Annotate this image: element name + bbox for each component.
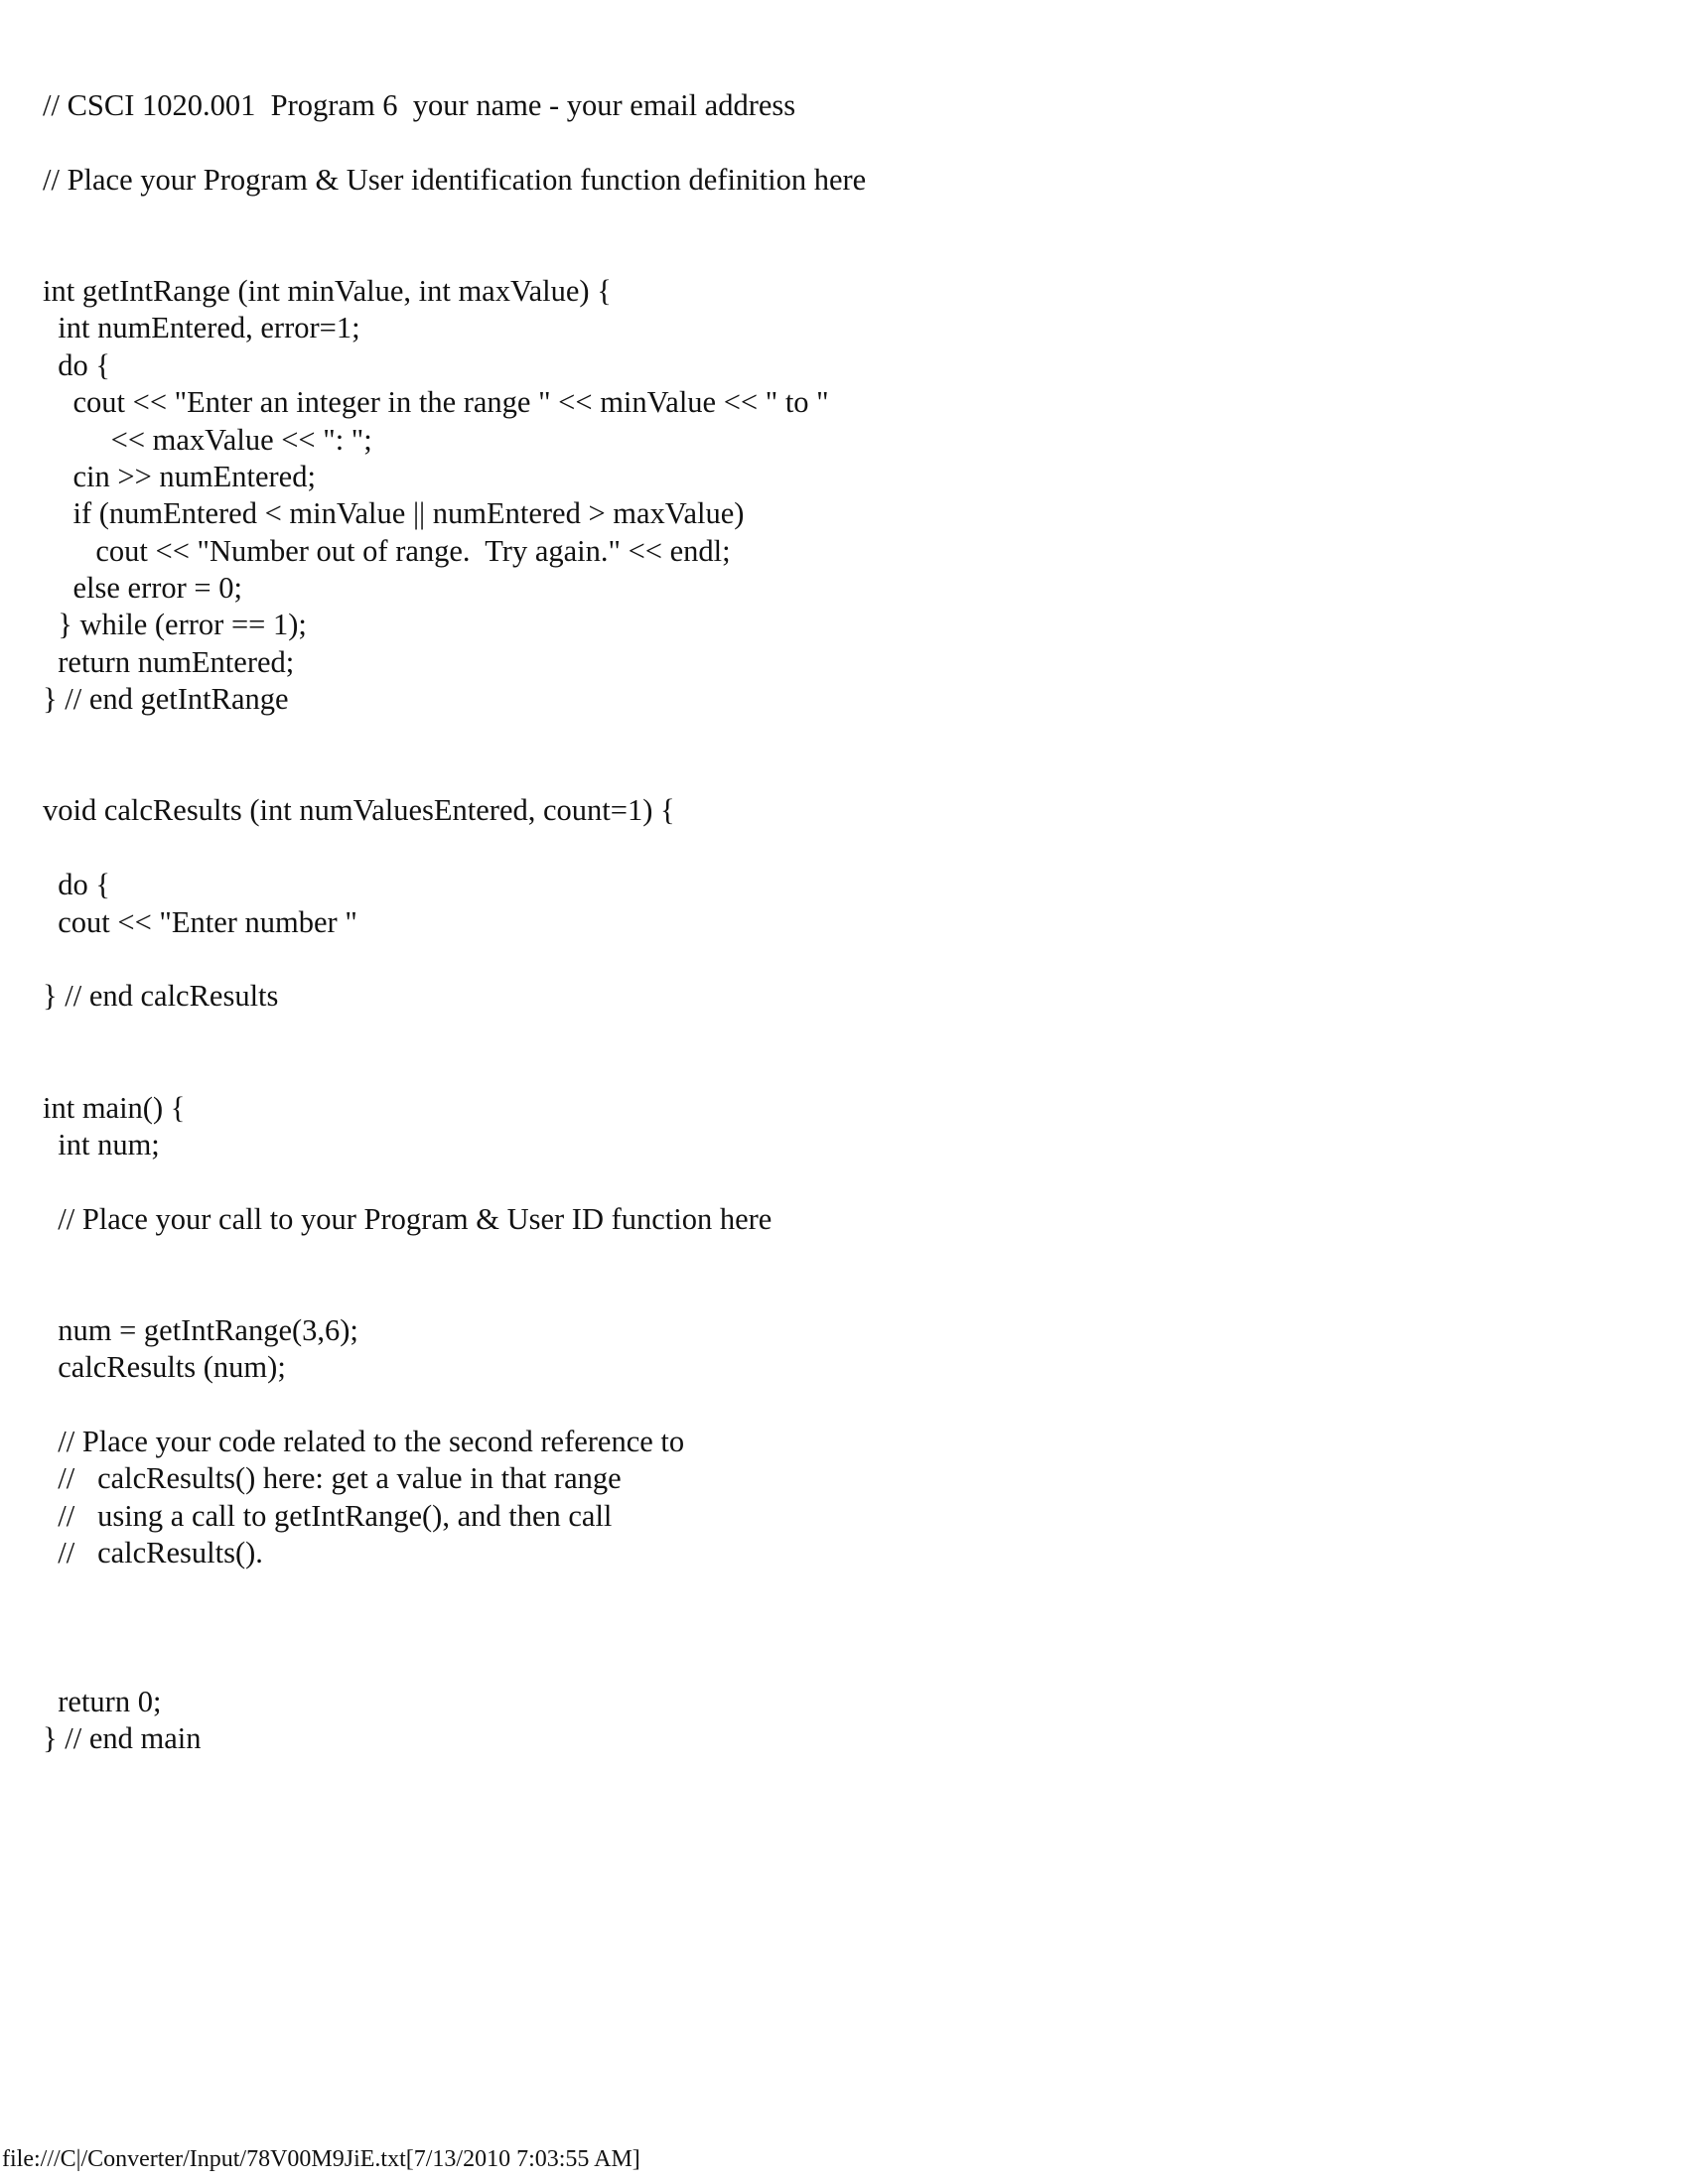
code-line [43, 1572, 866, 1609]
code-line: cout << "Enter an integer in the range " << minValue << " to " [43, 385, 829, 420]
source-code-block [43, 87, 866, 1758]
code-line [43, 1052, 866, 1089]
code-line [43, 719, 866, 755]
code-line: int getIntRange (int minValue, int maxValue) { [43, 273, 612, 308]
code-line: return numEntered; [43, 644, 295, 679]
code-line: int main() { [43, 1090, 186, 1125]
code-line [43, 199, 866, 235]
code-line: int numEntered, error=1; [43, 311, 360, 345]
code-line: } // end getIntRange [43, 682, 289, 717]
code-line [43, 236, 866, 273]
code-line: // Place your Program & User identification function definition here [43, 162, 867, 197]
code-line: num = getIntRange(3,6); [43, 1312, 358, 1347]
code-line [43, 124, 866, 161]
code-line: calcResults (num); [43, 1350, 286, 1385]
code-line: void calcResults (int numValuesEntered, count=1) { [43, 793, 675, 828]
code-line: } // end main [43, 1721, 202, 1756]
code-line: << maxValue << ": "; [43, 422, 372, 457]
page-footer-file-path: file:///C|/Converter/Input/78V00M9JiE.txt[7/13/2010 7:03:55 AM] [2, 2146, 640, 2172]
code-line: do { [43, 868, 111, 902]
code-line: int num; [43, 1127, 160, 1161]
code-line [43, 755, 866, 792]
code-line: cout << "Enter number " [43, 904, 357, 939]
code-line [43, 1238, 866, 1275]
code-line: // Place your call to your Program & User ID function here [43, 1201, 773, 1236]
code-line: // Place your code related to the second reference to [43, 1425, 685, 1459]
code-line: // using a call to getIntRange(), and then call [43, 1498, 613, 1533]
code-line: cin >> numEntered; [43, 459, 316, 493]
code-line: } while (error == 1); [43, 608, 307, 642]
code-line: do { [43, 347, 111, 382]
code-line: if (numEntered < minValue || numEntered > maxValue) [43, 496, 745, 531]
code-line: return 0; [43, 1684, 162, 1718]
code-line: cout << "Number out of range. Try again." << endl; [43, 533, 731, 568]
code-line: else error = 0; [43, 571, 242, 606]
code-line [43, 1609, 866, 1646]
code-line [43, 1016, 866, 1052]
code-line [43, 830, 866, 867]
code-line [43, 1163, 866, 1200]
code-line: // calcResults() here: get a value in that range [43, 1461, 622, 1496]
code-line: } // end calcResults [43, 979, 279, 1014]
code-line [43, 1646, 866, 1683]
code-line: // CSCI 1020.001 Program 6 your name - your email address [43, 88, 796, 122]
code-line [43, 941, 866, 978]
code-line: // calcResults(). [43, 1536, 263, 1570]
code-line [43, 1387, 866, 1424]
code-line [43, 1276, 866, 1312]
